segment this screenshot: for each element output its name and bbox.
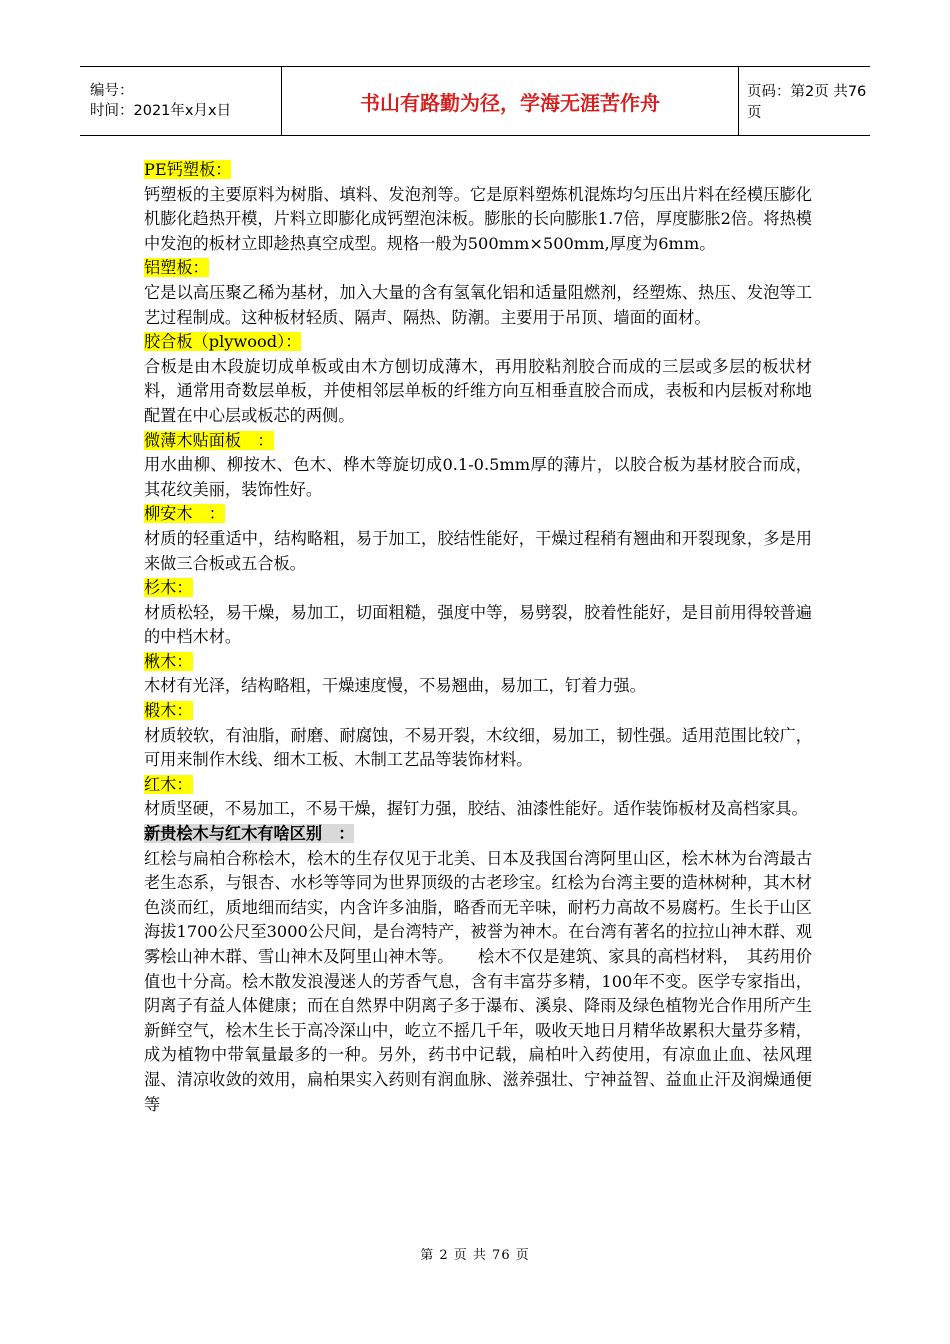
section-text: 红桧与扁柏合称桧木，桧木的生存仅见于北美、日本及我国台湾阿里山区，桧木林为台湾最古老生态系，与银杏、水杉等等同为世界顶级的古老珍宝。红桧为台湾主要的造林树种，其木材色淡而红，质地细而结实，内含许多油脂，略香而无辛味，耐朽力高故不易腐朽。生长于山区海拔1700公尺至3000公尺间，是台湾特产，被誉为神木。在台湾有著名的拉拉山神木群、观雾桧山神木群、雪山神木及阿里山神木等。 桧木不仅是建筑、家具的高档材料， 其药用价值也十分高。桧木散发浪漫迷人的芳香气息，含有丰富芬多精，100年不变。医学专家指出，阴离子有益人体健康；而在自然界中阴离子多于瀑布、溪泉、降雨及绿色植物光合作用所产生新鲜空气，桧木生长于高冷深山中，屹立不摇几千年，吸收天地日月精华故累积大量芬多精，成为植物中带氧量最多的一种。另外，药书中记载，扁柏叶入药使用，有凉血止血、祛风理湿、清凉收敛的效用，扁柏果实入药则有润血脉、滋养强壮、宁神益智、益血止汗及润燥通便等 <box>144 848 812 1114</box>
section-heading: PE钙塑板： <box>144 160 232 179</box>
section-text: 木材有光泽，结构略粗，干燥速度慢，不易翘曲，易加工，钉着力强。 <box>144 676 646 696</box>
section-heading: 椴木： <box>144 701 193 721</box>
section-heading: 红木： <box>144 774 193 794</box>
section-heading: 柳安木 ： <box>144 504 225 524</box>
section-heading: 微薄木贴面板 ： <box>144 430 274 450</box>
section-text: 合板是由木段旋切成单板或由木方刨切成薄木，再用胶粘剂胶合而成的三层或多层的板状材料，通常用奇数层单板，并使相邻层单板的纤维方向互相垂直胶合而成，表板和内层板对称地配置在中心层或板芯的两侧。 <box>144 356 812 425</box>
section-heading: 胶合板（plywood）： <box>144 332 302 352</box>
section-heading: 新贵桧木与红木有啥区别 ： <box>144 824 355 844</box>
header-meta <box>80 67 282 135</box>
section-text: 材质的轻重适中，结构略粗，易于加工，胶结性能好，干燥过程稍有翘曲和开裂现象，多是用来做三合板或五合板。 <box>144 528 812 573</box>
header-page-info: 页码：第2页 共76页 <box>747 84 867 121</box>
section-heading: 杉木： <box>144 578 193 598</box>
doc-time-label: 时间：2021年x月x日 <box>90 103 232 119</box>
section-text: 用水曲柳、柳按木、色木、桦木等旋切成0.1-0.5mm厚的薄片，以胶合板为基材胶合而成，其花纹美丽，装饰性好。 <box>144 455 812 499</box>
header-motto: 书山有路勤为径，学海无涯苦作舟 <box>282 67 739 135</box>
section-text: 钙塑板的主要原料为树脂、填料、发泡剂等。它是原料塑炼机混炼均匀压出片料在经模压膨化机膨化趋热开模，片料立即膨化成钙塑泡沫板。膨胀的长向膨胀1.7倍，厚度膨胀2倍。将热模中发泡的板材立即趁热真空成型。规格一般为500mm×500mm,厚度为6mm。 <box>144 184 812 253</box>
section-heading: 铝塑板： <box>144 258 209 278</box>
document-body <box>144 158 812 1117</box>
section-heading: 楸木： <box>144 651 193 671</box>
page-footer: 第 2 页 共 76 页 <box>420 1248 530 1263</box>
page-header <box>80 66 870 136</box>
doc-number-label: 编号： <box>90 83 134 99</box>
section-text: 它是以高压聚乙稀为基材，加入大量的含有氢氧化铝和适量阻燃剂，经塑炼、热压、发泡等工艺过程制成。这种板材轻质、隔声、隔热、防潮。主要用于吊顶、墙面的面材。 <box>144 282 812 327</box>
section-text: 材质松轻，易干燥，易加工，切面粗糙，强度中等，易劈裂，胶着性能好，是目前用得较普遍的中档木材。 <box>144 602 812 647</box>
section-text: 材质坚硬，不易加工，不易干燥，握钉力强，胶结、油漆性能好。适作装饰板材及高档家具。 <box>144 799 808 819</box>
section-text: 材质较软，有油脂，耐磨、耐腐蚀，不易开裂，木纹细，易加工，韧性强。适用范围比较广，可用来制作木线、细木工板、木制工艺品等装饰材料。 <box>144 725 812 770</box>
